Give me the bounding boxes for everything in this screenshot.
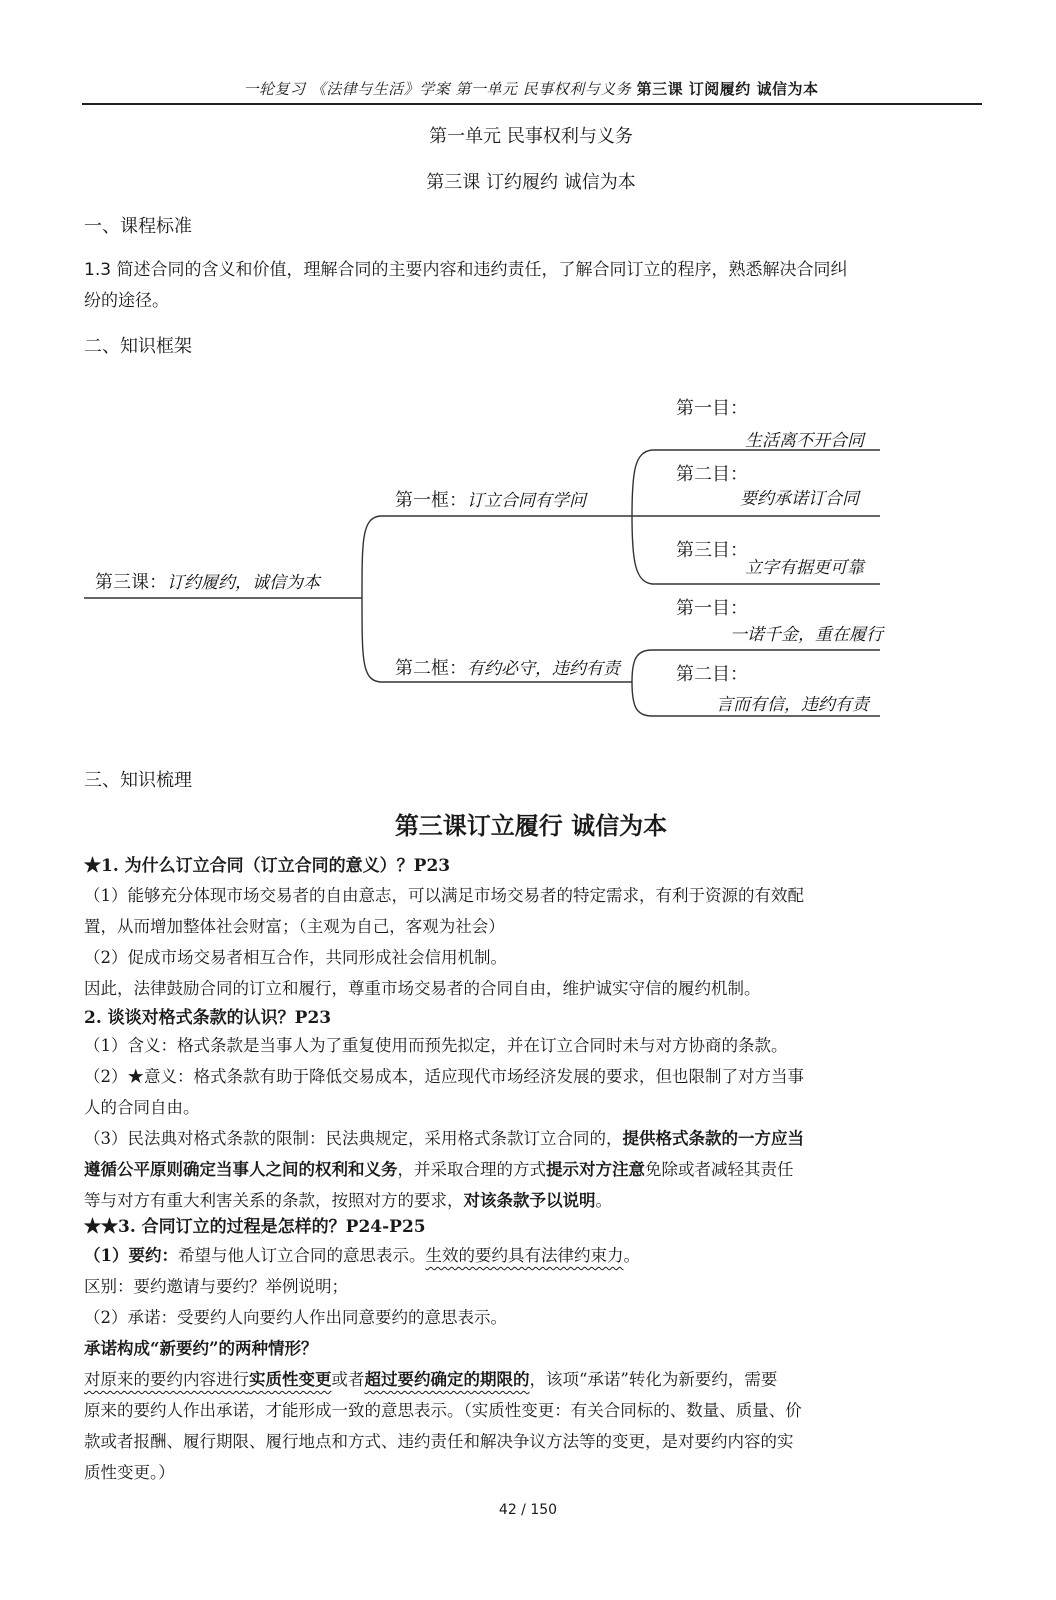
q1-answer xyxy=(84,880,984,1004)
f1-item2-handwriting: 要约承诺订合同 xyxy=(740,489,859,509)
f1-item3-label: 第三目： xyxy=(676,540,748,561)
f1-item1-label: 第一目： xyxy=(676,398,748,419)
mindmap-lines xyxy=(0,0,1056,760)
q3-line-2: 区别：要约邀请与要约？举例说明； xyxy=(84,1277,348,1296)
q1-line-2: 置，从而增加整体社会财富；（主观为自己，客观为社会） xyxy=(84,917,505,936)
root-label-text: 第三课： xyxy=(95,572,167,593)
q2-line-3: 人的合同自由。 xyxy=(84,1098,200,1117)
f1-item3-handwriting: 立字有据更可靠 xyxy=(745,558,864,578)
q2-line-6-bold: 对该条款予以说明 xyxy=(463,1191,596,1210)
header-left-text: 一轮复习 《法律与生活》学案 第一单元 民事权利与义务 xyxy=(243,80,637,98)
f2-item1-label: 第一目： xyxy=(676,598,748,619)
q2-line-5 xyxy=(84,1154,984,1185)
q2-line-4-bold: 提供格式条款的一方应当 xyxy=(622,1129,804,1148)
q2-line-6-period: 。 xyxy=(595,1191,612,1210)
q2-line-2: （2）★意义：格式条款有助于降低交易成本，适应现代市场经济发展的要求，但也限制了对方当事 xyxy=(84,1067,804,1086)
q3-line-8: 质性变更。） xyxy=(84,1463,175,1482)
frame1-label xyxy=(395,486,586,512)
q2-line-4 xyxy=(84,1123,984,1154)
q2-line-5-part-d: 免除或者减轻其责任 xyxy=(645,1160,794,1179)
frame1-connector xyxy=(362,516,380,598)
section-1-heading: 一、课程标准 xyxy=(84,216,192,237)
q3-line-1-part-b: 希望与他人订立合同的意思表示。 xyxy=(177,1246,426,1265)
q2-line-1: （1）含义：格式条款是当事人为了重复使用而预先拟定，并在订立合同时未与对方协商的条款。 xyxy=(84,1036,788,1055)
q1-line-3: （2）促成市场交易者相互合作，共同形成社会信用机制。 xyxy=(84,948,507,967)
page-number: 42 / 150 xyxy=(498,1502,558,1518)
root-label xyxy=(95,568,320,594)
q2-line-5-bold-c: 提示对方注意 xyxy=(546,1160,645,1179)
course-standard-line-1: 1.3 简述合同的含义和价值，理解合同的主要内容和违约责任，了解合同订立的程序，熟悉解决合同纠 xyxy=(84,260,848,280)
q3-line-5-bold-b: 实质性变更 xyxy=(249,1370,332,1389)
header-bold-text: 第三课 订阅履约 诚信为本 xyxy=(636,80,819,98)
frame2-label xyxy=(395,654,620,680)
q2-line-4-part-a: （3）民法典对格式条款的限制：民法典规定，采用格式条款订立合同的， xyxy=(84,1129,623,1148)
f2-item2-label: 第二目： xyxy=(676,664,748,685)
knowledge-title: 第三课订立履行 诚信为本 xyxy=(394,812,668,840)
question-1: ★1. 为什么订立合同（订立合同的意义）？P23 xyxy=(84,856,451,876)
section-3-heading: 三、知识梳理 xyxy=(84,770,192,791)
question-3: ★★3. 合同订立的过程是怎样的？P24-P25 xyxy=(84,1217,426,1237)
q3-line-1-underlined: 生效的要约具有法律约束力 xyxy=(425,1246,624,1265)
frame1-label-text: 第一框： xyxy=(395,490,467,511)
q1-line-1: （1）能够充分体现市场交易者的自由意志，可以满足市场交易者的特定需求，有利于资源的有效配 xyxy=(84,886,804,905)
section-2-heading: 二、知识框架 xyxy=(84,336,192,357)
f2-item1-handwriting: 一诺千金，重在履行 xyxy=(730,625,883,645)
q3-line-7: 款或者报酬、履行期限、履行地点和方式、违约责任和解决争议方法等的变更，是对要约内容的实 xyxy=(84,1432,794,1451)
f1-item1-connector xyxy=(632,450,652,516)
q3-line-5-bold-d: 超过要约确定的期限的 xyxy=(364,1370,530,1389)
frame2-connector xyxy=(362,598,380,682)
frame1-handwriting: 订立合同有学问 xyxy=(467,491,586,511)
q3-line-6: 原来的要约人作出承诺，才能形成一致的意思表示。（实质性变更：有关合同标的、数量、质量、价 xyxy=(84,1401,802,1420)
frame2-handwriting: 有约必守，违约有责 xyxy=(467,659,620,679)
q1-line-4: 因此，法律鼓励合同的订立和履行，尊重市场交易者的合同自由，维护诚实守信的履约机制。 xyxy=(84,979,761,998)
f1-item1-handwriting: 生活离不开合同 xyxy=(745,431,864,451)
q2-line-5-bold-a: 遵循公平原则确定当事人之间的权利和义务 xyxy=(84,1160,398,1179)
q3-line-5-part-c: 或者 xyxy=(331,1370,365,1389)
q3-line-1 xyxy=(84,1240,984,1271)
q3-answer xyxy=(84,1240,984,1488)
q2-line-5-part-b: ，并采取合理的方式 xyxy=(397,1160,546,1179)
q2-answer xyxy=(84,1030,984,1216)
question-2: 2. 谈谈对格式条款的认识？P23 xyxy=(84,1008,332,1028)
f1-item3-connector xyxy=(632,516,652,584)
q3-line-1-period: 。 xyxy=(623,1246,640,1265)
q3-line-4: 承诺构成“新要约”的两种情形？ xyxy=(84,1339,318,1358)
f2-item2-handwriting: 言而有信，违约有责 xyxy=(716,695,869,715)
q3-line-5-part-e: ，该项“承诺”转化为新要约，需要 xyxy=(529,1370,778,1389)
q3-line-5-underlined-a: 对原来的要约内容进行 xyxy=(84,1370,249,1389)
q3-line-3: （2）承诺：受要约人向要约人作出同意要约的意思表示。 xyxy=(84,1308,507,1327)
lesson-title: 第三课 订约履约 诚信为本 xyxy=(426,172,636,193)
q3-line-1-bold: （1）要约： xyxy=(84,1246,178,1265)
f1-item2-label: 第二目： xyxy=(676,464,748,485)
q2-line-6-part-a: 等与对方有重大利害关系的条款，按照对方的要求， xyxy=(84,1191,464,1210)
course-standard-line-2: 纷的途径。 xyxy=(84,291,169,311)
f2-item1-connector xyxy=(632,650,652,682)
frame2-label-text: 第二框： xyxy=(395,658,467,679)
unit-title: 第一单元 民事权利与义务 xyxy=(429,126,633,147)
f2-item2-connector xyxy=(632,682,652,716)
q3-line-5 xyxy=(84,1364,984,1395)
root-handwriting: 订约履约，诚信为本 xyxy=(167,573,320,593)
